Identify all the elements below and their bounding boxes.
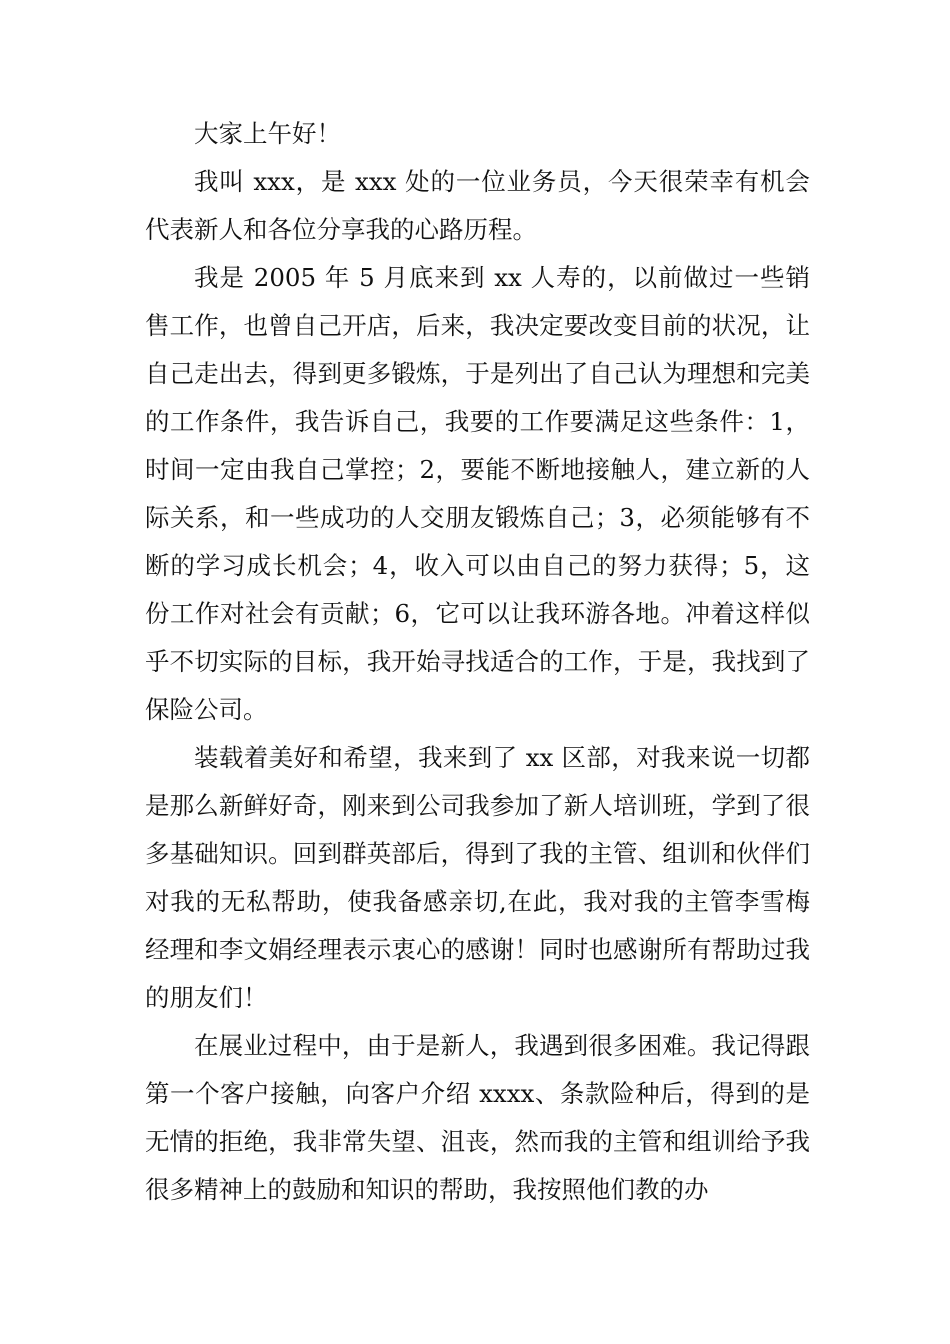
paragraph-introduction: 我叫 xxx，是 xxx 处的一位业务员，今天很荣幸有机会代表新人和各位分享我的心路历程。: [145, 167, 810, 244]
document-body: [145, 110, 810, 1214]
paragraph-difficulties: 在展业过程中，由于是新人，我遇到很多困难。我记得跟第一个客户接触，向客户介绍 xxxx、条款险种后，得到的是无情的拒绝，我非常失望、沮丧，然而我的主管和组训给予我很多精神上的鼓励和知识的帮助，我按照他们教的办: [145, 1031, 810, 1204]
paragraph-training-thanks: 装载着美好和希望，我来到了 xx 区部，对我来说一切都是那么新鲜好奇，刚来到公司我参加了新人培训班，学到了很多基础知识。回到群英部后，得到了我的主管、组训和伙伴们对我的无私帮助，使我备感亲切,在此，我对我的主管李雪梅经理和李文娟经理表示衷心的感谢！同时也感谢所有帮助过我的朋友们！: [145, 743, 810, 1012]
paragraph-job-conditions: 我是 2005 年 5 月底来到 xx 人寿的，以前做过一些销售工作，也曾自己开店，后来，我决定要改变目前的状况，让自己走出去，得到更多锻炼，于是列出了自己认为理想和完美的工作条件，我告诉自己，我要的工作要满足这些条件：1，时间一定由我自己掌控；2，要能不断地接触人，建立新的人际关系，和一些成功的人交朋友锻炼自己；3，必须能够有不断的学习成长机会；4，收入可以由自己的努力获得；5，这份工作对社会有贡献；6，它可以让我环游各地。冲着这样似乎不切实际的目标，我开始寻找适合的工作，于是，我找到了保险公司。: [145, 263, 810, 724]
paragraph-greeting: 大家上午好！: [194, 119, 341, 148]
